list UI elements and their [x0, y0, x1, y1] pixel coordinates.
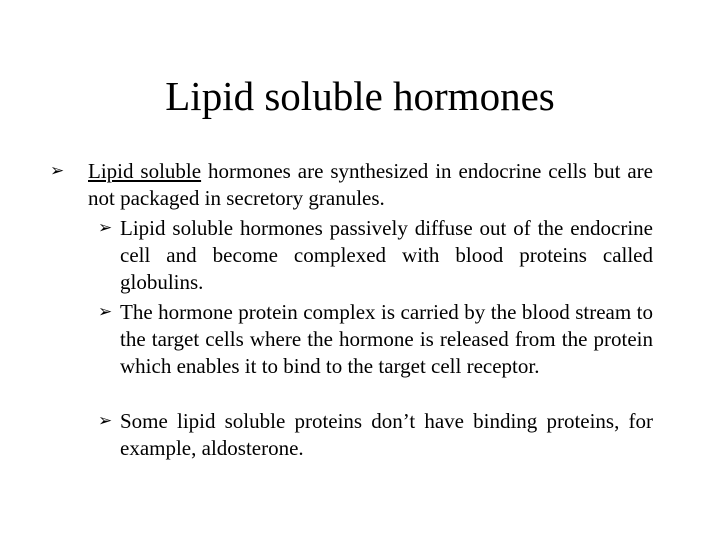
bullet-text: The hormone protein complex is carried by the blood stream to the target cells where the hormone is released from the protein which enables it to bind to the target cell receptor. — [120, 300, 653, 378]
sub-bullet-item — [98, 299, 653, 380]
slide-title: Lipid soluble hormones — [165, 73, 555, 119]
bullet-text: hormones are synthesized in endocrine cells but are not packaged in secretory granules. — [88, 159, 653, 210]
bullet-item — [50, 158, 653, 212]
arrow-bullet-icon: ➢ — [98, 302, 113, 322]
arrow-bullet-icon: ➢ — [98, 218, 113, 238]
sub-bullet-item — [98, 408, 653, 462]
bullet-text: Lipid soluble hormones passively diffuse out of the endocrine cell and become complexed with blood proteins called globulins. — [120, 216, 653, 294]
arrow-bullet-icon: ➢ — [98, 411, 113, 431]
sub-bullet-item — [98, 215, 653, 296]
underlined-phrase: Lipid soluble — [88, 159, 202, 183]
bullet-text: Some lipid soluble proteins don’t have binding proteins, for example, aldosterone. — [120, 409, 653, 460]
arrow-bullet-icon: ➢ — [50, 161, 65, 181]
